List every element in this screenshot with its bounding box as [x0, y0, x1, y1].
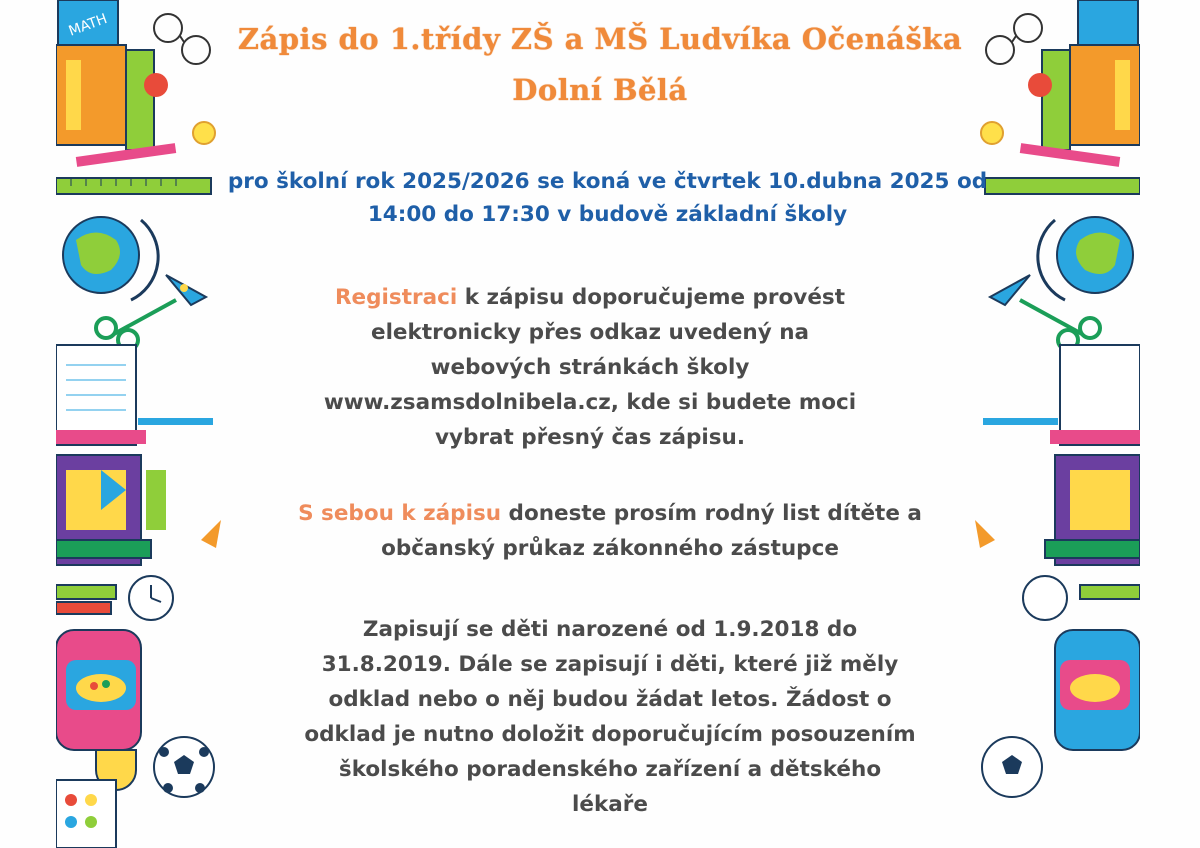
paper-plane-icon: [201, 520, 221, 548]
title-line-2: Dolní Bělá: [512, 73, 688, 107]
registration-highlight: Registraci: [335, 285, 458, 310]
bring-paragraph: [270, 496, 950, 566]
pen-icon: [138, 418, 213, 425]
intro-line-1: pro školní rok 2025/2026 se koná ve čtvrtek 10.dubna 2025 od: [227, 169, 988, 194]
title-line-1: Zápis do 1.třídy ZŠ a MŠ Ludvíka Očenáška: [237, 22, 963, 56]
scissors-icon: [96, 300, 176, 350]
markers-icon: [1080, 585, 1140, 599]
backpack-icon: [1055, 630, 1140, 750]
registration-line-2: elektronicky přes odkaz uvedený na: [370, 320, 810, 345]
books-stack-icon: [1028, 45, 1140, 150]
bring-line-1: doneste prosím rodný list dítěte a: [501, 501, 922, 526]
alarm-clock-icon: [1023, 576, 1067, 620]
intro-text: [205, 165, 1010, 231]
registration-line-1: k zápisu doporučujeme provést: [457, 285, 845, 310]
bring-line-2: občanský průkaz zákonného zástupce: [381, 536, 839, 561]
glasses-icon: [154, 14, 210, 64]
glasses-icon: [986, 14, 1042, 64]
lightbulb-icon: [981, 122, 1003, 144]
folders-icon: [1045, 455, 1140, 565]
books-stack-icon: [56, 45, 168, 150]
registration-line-3: webových stránkách školy: [430, 355, 750, 380]
notebook-icon: [56, 345, 146, 445]
ruler-icon: [56, 178, 211, 194]
folders-icon: [56, 455, 166, 565]
svg-text:MATH: MATH: [66, 11, 110, 40]
registration-paragraph: [290, 280, 890, 455]
bring-highlight: S sebou k zápisu: [298, 501, 502, 526]
enrollment-line-4: odklad je nutno doložit doporučujícím posouzením: [304, 722, 916, 747]
globe-icon: [1038, 217, 1133, 300]
intro-line-2: 14:00 do 17:30 v budově základní školy: [367, 202, 848, 227]
left-decor-border: [56, 0, 221, 848]
notebook-icon: [1050, 345, 1140, 445]
math-book-icon: [1078, 0, 1138, 45]
registration-line-5: vybrat přesný čas zápisu.: [434, 425, 746, 450]
math-book-icon: [58, 0, 118, 45]
lightbulb-icon: [193, 122, 215, 144]
registration-line-4: www.zsamsdolnibela.cz, kde si budete moci: [323, 390, 857, 415]
scissors-icon: [1020, 300, 1100, 350]
enrollment-line-6: lékaře: [572, 792, 648, 817]
alarm-clock-icon: [129, 576, 173, 620]
globe-icon: [63, 217, 158, 300]
enrollment-line-1: Zapisují se děti narozené od 1.9.2018 do: [362, 617, 858, 642]
enrollment-line-3: odklad nebo o něj budou žádat letos. Žádost o: [328, 687, 892, 712]
markers-icon: [56, 585, 116, 614]
paint-palette-icon: [56, 780, 116, 848]
pen-icon: [983, 418, 1058, 425]
soccer-ball-icon: [154, 737, 214, 797]
paper-plane-icon: [975, 520, 995, 548]
enrollment-line-2: 31.8.2019. Dále se zapisují i děti, které již měly: [321, 652, 899, 677]
right-decor-border: [975, 0, 1140, 848]
school-supplies-illustration: [56, 0, 221, 848]
enrollment-line-5: školského poradenského zařízení a dětského: [338, 757, 882, 782]
backpack-icon: [56, 630, 141, 750]
school-supplies-illustration: [975, 0, 1140, 848]
enrollment-paragraph: [270, 612, 950, 822]
soccer-ball-icon: [982, 737, 1042, 797]
